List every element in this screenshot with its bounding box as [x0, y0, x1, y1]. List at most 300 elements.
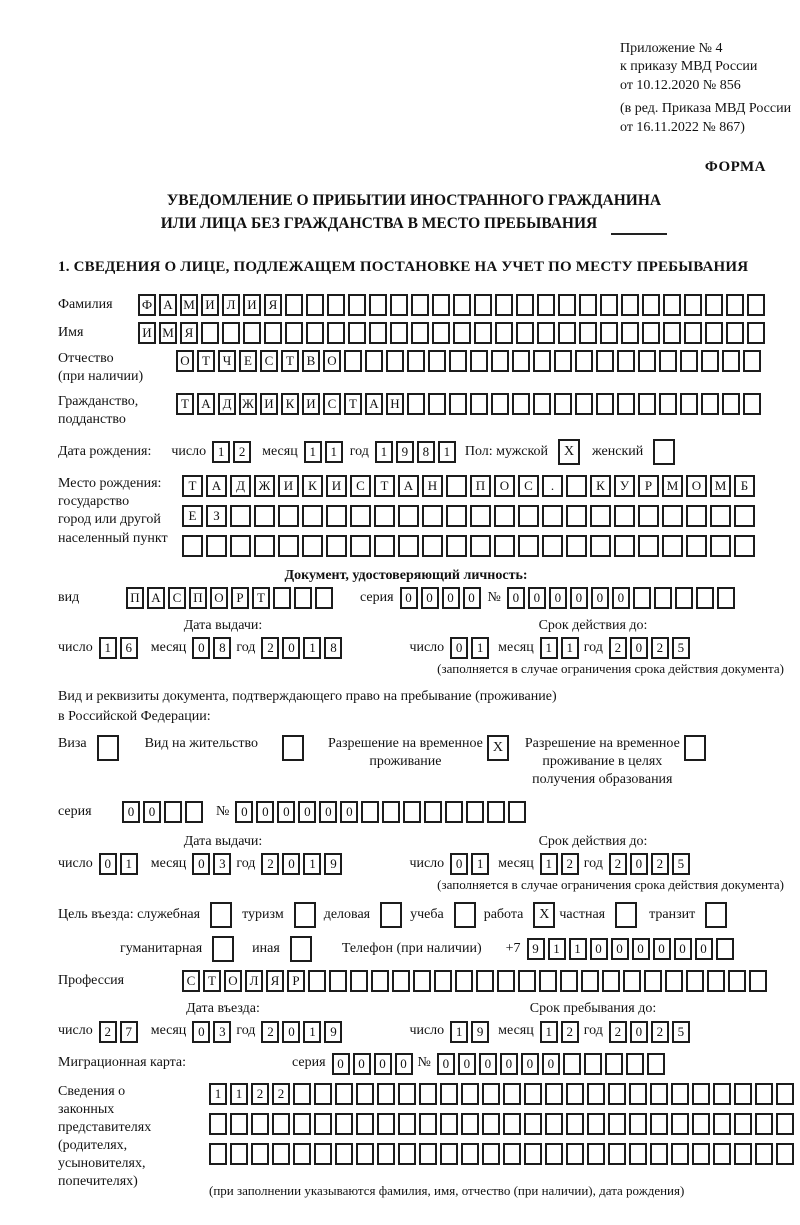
char-box[interactable] [542, 505, 563, 527]
char-box[interactable] [285, 322, 303, 344]
char-box[interactable] [377, 1113, 395, 1135]
char-box[interactable]: А [398, 475, 419, 497]
char-box[interactable]: 0 [591, 587, 609, 609]
char-box[interactable] [542, 535, 563, 557]
char-box[interactable] [684, 294, 702, 316]
char-box[interactable]: Т [203, 970, 221, 992]
char-box[interactable] [734, 505, 755, 527]
char-box[interactable]: Л [222, 294, 240, 316]
char-box[interactable] [419, 1143, 437, 1165]
char-box[interactable]: 3 [213, 1021, 231, 1043]
char-box[interactable] [503, 1143, 521, 1165]
char-box[interactable] [638, 350, 656, 372]
char-box[interactable] [743, 393, 761, 415]
char-box[interactable] [726, 322, 744, 344]
char-box[interactable]: Т [281, 350, 299, 372]
char-box[interactable] [590, 505, 611, 527]
char-box[interactable] [608, 1083, 626, 1105]
char-box[interactable] [686, 505, 707, 527]
char-box[interactable]: 9 [324, 1021, 342, 1043]
char-box[interactable]: Р [287, 970, 305, 992]
char-box[interactable] [206, 535, 227, 557]
char-box[interactable] [369, 322, 387, 344]
char-box[interactable] [734, 1143, 752, 1165]
char-box[interactable]: 0 [319, 801, 337, 823]
char-box[interactable]: 5 [672, 637, 690, 659]
char-box[interactable]: 0 [695, 938, 713, 960]
char-box[interactable]: О [210, 587, 228, 609]
char-box[interactable]: С [350, 475, 371, 497]
purpose-humanitarian-checkbox[interactable] [212, 936, 234, 962]
char-box[interactable]: Ч [218, 350, 236, 372]
char-box[interactable]: А [159, 294, 177, 316]
char-box[interactable]: Ж [239, 393, 257, 415]
char-box[interactable] [587, 1143, 605, 1165]
char-box[interactable] [650, 1083, 668, 1105]
char-box[interactable] [497, 970, 515, 992]
char-box[interactable] [243, 322, 261, 344]
char-box[interactable] [407, 393, 425, 415]
char-box[interactable] [424, 801, 442, 823]
char-box[interactable] [476, 970, 494, 992]
purpose-official-checkbox[interactable] [210, 902, 232, 928]
char-box[interactable] [365, 350, 383, 372]
char-box[interactable]: М [159, 322, 177, 344]
char-box[interactable]: 0 [298, 801, 316, 823]
char-box[interactable] [453, 294, 471, 316]
char-box[interactable] [449, 393, 467, 415]
char-box[interactable] [419, 1113, 437, 1135]
char-box[interactable] [722, 393, 740, 415]
char-box[interactable] [474, 322, 492, 344]
char-box[interactable]: 1 [471, 853, 489, 875]
char-box[interactable]: 9 [324, 853, 342, 875]
char-box[interactable]: У [614, 475, 635, 497]
char-box[interactable]: Н [422, 475, 443, 497]
char-box[interactable] [251, 1143, 269, 1165]
char-box[interactable]: О [494, 475, 515, 497]
char-box[interactable]: И [326, 475, 347, 497]
char-box[interactable] [743, 350, 761, 372]
char-box[interactable] [432, 294, 450, 316]
char-box[interactable] [734, 1083, 752, 1105]
char-box[interactable]: 0 [630, 1021, 648, 1043]
char-box[interactable]: Р [638, 475, 659, 497]
char-box[interactable] [487, 801, 505, 823]
char-box[interactable] [686, 970, 704, 992]
char-box[interactable]: 0 [282, 1021, 300, 1043]
char-box[interactable] [390, 294, 408, 316]
char-box[interactable] [314, 1143, 332, 1165]
char-box[interactable] [776, 1143, 794, 1165]
char-box[interactable] [512, 350, 530, 372]
char-box[interactable] [356, 1083, 374, 1105]
char-box[interactable] [428, 350, 446, 372]
char-box[interactable] [705, 294, 723, 316]
char-box[interactable] [575, 350, 593, 372]
char-box[interactable]: 0 [590, 938, 608, 960]
char-box[interactable]: С [260, 350, 278, 372]
char-box[interactable] [440, 1083, 458, 1105]
char-box[interactable] [755, 1113, 773, 1135]
char-box[interactable] [659, 350, 677, 372]
char-box[interactable] [665, 970, 683, 992]
char-box[interactable] [348, 322, 366, 344]
char-box[interactable] [302, 535, 323, 557]
char-box[interactable] [374, 535, 395, 557]
char-box[interactable] [495, 294, 513, 316]
temp-residence-checkbox[interactable]: X [487, 735, 509, 761]
char-box[interactable]: 0 [611, 938, 629, 960]
char-box[interactable]: А [197, 393, 215, 415]
char-box[interactable]: Р [231, 587, 249, 609]
char-box[interactable]: 0 [332, 1053, 350, 1075]
char-box[interactable] [350, 535, 371, 557]
char-box[interactable] [692, 1143, 710, 1165]
char-box[interactable] [470, 535, 491, 557]
char-box[interactable]: 8 [324, 637, 342, 659]
char-box[interactable]: 2 [261, 1021, 279, 1043]
char-box[interactable] [350, 970, 368, 992]
char-box[interactable] [344, 350, 362, 372]
char-box[interactable] [503, 1083, 521, 1105]
char-box[interactable] [713, 1143, 731, 1165]
char-box[interactable]: И [260, 393, 278, 415]
char-box[interactable] [446, 475, 467, 497]
char-box[interactable] [650, 1113, 668, 1135]
char-box[interactable] [374, 505, 395, 527]
char-box[interactable]: 2 [609, 637, 627, 659]
char-box[interactable]: 0 [507, 587, 525, 609]
char-box[interactable] [230, 535, 251, 557]
char-box[interactable]: 1 [304, 441, 322, 463]
char-box[interactable]: 2 [609, 1021, 627, 1043]
char-box[interactable]: 9 [471, 1021, 489, 1043]
char-box[interactable] [403, 801, 421, 823]
char-box[interactable] [440, 1143, 458, 1165]
char-box[interactable] [747, 294, 765, 316]
char-box[interactable]: . [542, 475, 563, 497]
char-box[interactable]: Е [239, 350, 257, 372]
char-box[interactable]: Ф [138, 294, 156, 316]
char-box[interactable] [503, 1113, 521, 1135]
char-box[interactable]: 0 [99, 853, 117, 875]
char-box[interactable] [466, 801, 484, 823]
char-box[interactable] [516, 322, 534, 344]
char-box[interactable]: С [323, 393, 341, 415]
char-box[interactable] [590, 535, 611, 557]
char-box[interactable]: 8 [213, 637, 231, 659]
char-box[interactable]: П [126, 587, 144, 609]
char-box[interactable]: 1 [303, 853, 321, 875]
char-box[interactable]: И [278, 475, 299, 497]
char-box[interactable] [371, 970, 389, 992]
char-box[interactable] [566, 1143, 584, 1165]
char-box[interactable]: Т [344, 393, 362, 415]
char-box[interactable]: 0 [437, 1053, 455, 1075]
char-box[interactable] [461, 1083, 479, 1105]
char-box[interactable]: 1 [569, 938, 587, 960]
char-box[interactable] [584, 1053, 602, 1075]
female-checkbox[interactable] [653, 439, 675, 465]
char-box[interactable] [684, 322, 702, 344]
char-box[interactable] [659, 393, 677, 415]
char-box[interactable] [705, 322, 723, 344]
char-box[interactable]: М [662, 475, 683, 497]
char-box[interactable] [533, 393, 551, 415]
char-box[interactable] [602, 970, 620, 992]
char-box[interactable]: 2 [651, 637, 669, 659]
char-box[interactable] [251, 1113, 269, 1135]
char-box[interactable] [440, 1113, 458, 1135]
char-box[interactable] [663, 322, 681, 344]
char-box[interactable]: С [518, 475, 539, 497]
char-box[interactable]: 2 [651, 1021, 669, 1043]
char-box[interactable] [662, 505, 683, 527]
char-box[interactable] [308, 970, 326, 992]
char-box[interactable] [717, 587, 735, 609]
char-box[interactable] [686, 535, 707, 557]
char-box[interactable]: 7 [120, 1021, 138, 1043]
char-box[interactable] [254, 505, 275, 527]
char-box[interactable]: 0 [374, 1053, 392, 1075]
char-box[interactable] [470, 505, 491, 527]
char-box[interactable] [626, 1053, 644, 1075]
char-box[interactable]: П [189, 587, 207, 609]
char-box[interactable] [164, 801, 182, 823]
char-box[interactable]: М [180, 294, 198, 316]
char-box[interactable]: 0 [442, 587, 460, 609]
char-box[interactable] [185, 801, 203, 823]
purpose-other-checkbox[interactable] [290, 936, 312, 962]
char-box[interactable]: 0 [340, 801, 358, 823]
char-box[interactable]: 0 [122, 801, 140, 823]
char-box[interactable]: 2 [261, 637, 279, 659]
char-box[interactable] [638, 505, 659, 527]
char-box[interactable] [558, 294, 576, 316]
char-box[interactable] [455, 970, 473, 992]
char-box[interactable]: Н [386, 393, 404, 415]
char-box[interactable] [710, 535, 731, 557]
char-box[interactable]: А [365, 393, 383, 415]
char-box[interactable] [524, 1113, 542, 1135]
char-box[interactable]: О [224, 970, 242, 992]
char-box[interactable] [533, 350, 551, 372]
char-box[interactable]: Т [252, 587, 270, 609]
char-box[interactable] [671, 1083, 689, 1105]
char-box[interactable] [734, 535, 755, 557]
char-box[interactable] [605, 1053, 623, 1075]
char-box[interactable] [726, 294, 744, 316]
char-box[interactable] [356, 1113, 374, 1135]
char-box[interactable] [516, 294, 534, 316]
char-box[interactable] [369, 294, 387, 316]
char-box[interactable]: 0 [463, 587, 481, 609]
char-box[interactable]: 0 [500, 1053, 518, 1075]
char-box[interactable]: М [710, 475, 731, 497]
char-box[interactable]: 0 [235, 801, 253, 823]
char-box[interactable]: 1 [450, 1021, 468, 1043]
char-box[interactable] [273, 587, 291, 609]
char-box[interactable]: Е [182, 505, 203, 527]
char-box[interactable] [348, 294, 366, 316]
char-box[interactable] [701, 393, 719, 415]
char-box[interactable] [482, 1083, 500, 1105]
char-box[interactable] [285, 294, 303, 316]
char-box[interactable] [713, 1083, 731, 1105]
char-box[interactable]: Т [182, 475, 203, 497]
char-box[interactable] [482, 1143, 500, 1165]
char-box[interactable] [545, 1083, 563, 1105]
char-box[interactable]: 0 [653, 938, 671, 960]
char-box[interactable] [644, 970, 662, 992]
char-box[interactable] [696, 587, 714, 609]
char-box[interactable] [662, 535, 683, 557]
char-box[interactable] [675, 587, 693, 609]
char-box[interactable]: И [201, 294, 219, 316]
char-box[interactable]: 1 [540, 853, 558, 875]
char-box[interactable] [566, 535, 587, 557]
char-box[interactable]: 0 [570, 587, 588, 609]
char-box[interactable] [350, 505, 371, 527]
char-box[interactable]: 0 [632, 938, 650, 960]
char-box[interactable] [755, 1083, 773, 1105]
char-box[interactable] [411, 294, 429, 316]
char-box[interactable] [633, 587, 651, 609]
char-box[interactable]: 0 [521, 1053, 539, 1075]
char-box[interactable]: К [590, 475, 611, 497]
char-box[interactable] [629, 1113, 647, 1135]
char-box[interactable] [629, 1143, 647, 1165]
char-box[interactable] [596, 350, 614, 372]
char-box[interactable]: 2 [99, 1021, 117, 1043]
char-box[interactable]: О [323, 350, 341, 372]
char-box[interactable]: К [302, 475, 323, 497]
char-box[interactable]: 2 [561, 853, 579, 875]
char-box[interactable] [587, 1083, 605, 1105]
char-box[interactable] [494, 505, 515, 527]
char-box[interactable] [293, 1143, 311, 1165]
char-box[interactable] [446, 505, 467, 527]
char-box[interactable] [422, 535, 443, 557]
char-box[interactable]: С [182, 970, 200, 992]
char-box[interactable] [701, 350, 719, 372]
purpose-work-checkbox[interactable]: X [533, 902, 555, 928]
char-box[interactable] [629, 1083, 647, 1105]
char-box[interactable] [713, 1113, 731, 1135]
char-box[interactable]: В [302, 350, 320, 372]
char-box[interactable]: 1 [209, 1083, 227, 1105]
char-box[interactable] [432, 322, 450, 344]
char-box[interactable] [614, 505, 635, 527]
char-box[interactable] [293, 1083, 311, 1105]
char-box[interactable] [545, 1143, 563, 1165]
char-box[interactable]: 0 [192, 637, 210, 659]
char-box[interactable] [608, 1113, 626, 1135]
purpose-business-checkbox[interactable] [380, 902, 402, 928]
char-box[interactable]: Т [374, 475, 395, 497]
char-box[interactable] [537, 322, 555, 344]
char-box[interactable] [411, 322, 429, 344]
char-box[interactable] [482, 1113, 500, 1135]
char-box[interactable] [600, 294, 618, 316]
char-box[interactable] [329, 970, 347, 992]
char-box[interactable] [398, 535, 419, 557]
char-box[interactable] [638, 393, 656, 415]
char-box[interactable]: К [281, 393, 299, 415]
char-box[interactable] [398, 1143, 416, 1165]
char-box[interactable]: И [243, 294, 261, 316]
char-box[interactable]: 1 [548, 938, 566, 960]
char-box[interactable] [407, 350, 425, 372]
char-box[interactable] [537, 294, 555, 316]
char-box[interactable] [377, 1143, 395, 1165]
char-box[interactable] [209, 1143, 227, 1165]
char-box[interactable]: 0 [630, 637, 648, 659]
char-box[interactable]: 2 [233, 441, 251, 463]
char-box[interactable] [315, 587, 333, 609]
char-box[interactable] [278, 535, 299, 557]
char-box[interactable] [617, 350, 635, 372]
char-box[interactable]: 0 [612, 587, 630, 609]
char-box[interactable] [398, 1113, 416, 1135]
char-box[interactable] [716, 938, 734, 960]
char-box[interactable] [575, 393, 593, 415]
char-box[interactable] [560, 970, 578, 992]
char-box[interactable]: 1 [561, 637, 579, 659]
char-box[interactable] [461, 1143, 479, 1165]
char-box[interactable]: 0 [450, 637, 468, 659]
char-box[interactable] [621, 322, 639, 344]
char-box[interactable]: 1 [303, 637, 321, 659]
visa-checkbox[interactable] [97, 735, 119, 761]
char-box[interactable] [587, 1113, 605, 1135]
char-box[interactable]: 1 [325, 441, 343, 463]
char-box[interactable] [230, 1143, 248, 1165]
char-box[interactable] [707, 970, 725, 992]
char-box[interactable] [579, 322, 597, 344]
char-box[interactable] [491, 350, 509, 372]
char-box[interactable] [558, 322, 576, 344]
char-box[interactable]: А [206, 475, 227, 497]
char-box[interactable] [524, 1083, 542, 1105]
char-box[interactable] [382, 801, 400, 823]
char-box[interactable] [254, 535, 275, 557]
char-box[interactable] [326, 535, 347, 557]
char-box[interactable] [749, 970, 767, 992]
char-box[interactable] [390, 322, 408, 344]
char-box[interactable]: 1 [120, 853, 138, 875]
char-box[interactable]: 8 [417, 441, 435, 463]
char-box[interactable]: 1 [99, 637, 117, 659]
char-box[interactable]: О [686, 475, 707, 497]
char-box[interactable] [755, 1143, 773, 1165]
char-box[interactable]: 1 [471, 637, 489, 659]
char-box[interactable]: 5 [672, 853, 690, 875]
char-box[interactable] [326, 505, 347, 527]
char-box[interactable] [566, 505, 587, 527]
char-box[interactable] [278, 505, 299, 527]
char-box[interactable]: 9 [396, 441, 414, 463]
char-box[interactable] [776, 1113, 794, 1135]
char-box[interactable]: 2 [651, 853, 669, 875]
char-box[interactable] [474, 294, 492, 316]
char-box[interactable]: И [138, 322, 156, 344]
char-box[interactable]: Я [180, 322, 198, 344]
char-box[interactable] [680, 350, 698, 372]
char-box[interactable] [722, 350, 740, 372]
char-box[interactable]: 0 [277, 801, 295, 823]
